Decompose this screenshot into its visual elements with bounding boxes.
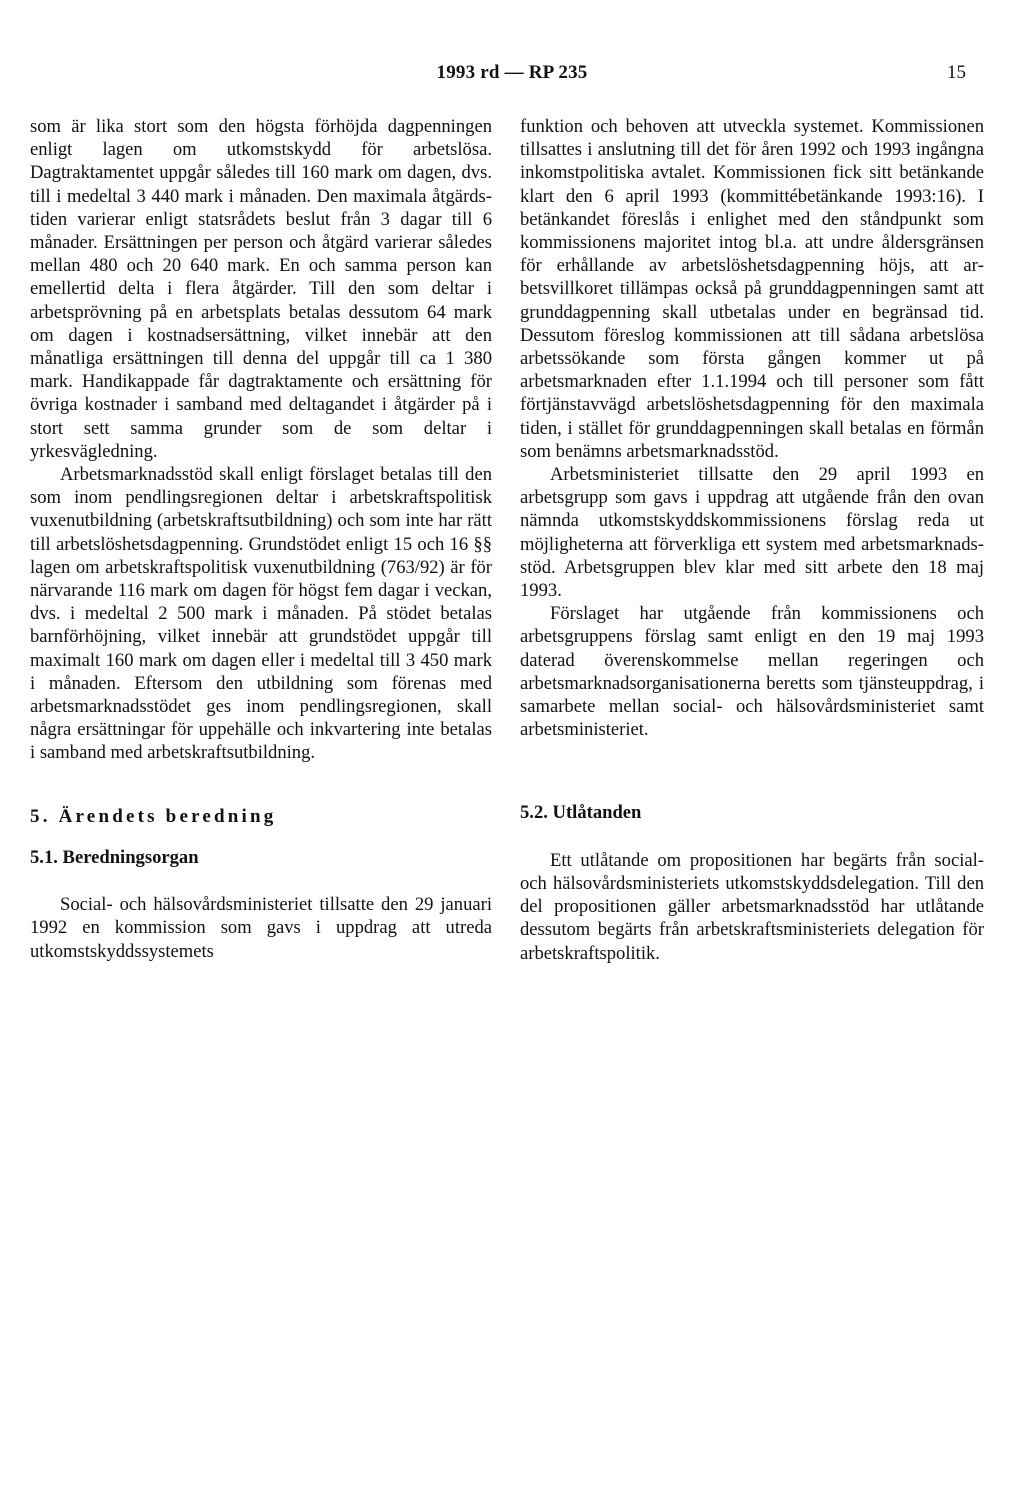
left-paragraph-2: Arbetsmarknadsstöd skall enligt förslaget betalas till den som inom pendlingsregionen deltar i arbetskraftspolitisk vuxenutbildning (arbetskraftsutbildning) och som inte har rätt till arbetslöshetsdagpenning. Grundstödet enligt 15 och 16 §§ lagen om arbetskraftspolitisk vuxenutbildning (763/92) är för närvarande 116 mark om dagen för högst fem dagar i veckan, dvs. i medeltal 2 500 mark i månaden. På stödet betalas barnförhöjning, vilket innebär att grundstödet uppgår till maximalt 160 mark om dagen eller i medeltal till 3 450 mark i månaden. Eftersom den utbildning som förenas med arbetsmarknadsstödet ges inom pendlingsregionen, skall några ersättningar för uppehälle och inkvartering inte betalas i samband med arbetskraftsutbildning. — [30, 464, 492, 764]
left-paragraph-1: som är lika stort som den högsta förhöjda dagpenningen enligt lagen om utkomstskydd för arbetslösa. Dagtraktamentet uppgår således till 160 mark om dagen, dvs. till i medeltal 3 440 mark i månaden. Den maximala åtgärdstiden varierar enligt statsrådets beslut från 3 dagar till 6 månader. Ersättningen per person och åtgärd varierar således mellan 480 och 20 640 mark. En och samma person kan emellertid delta i flera åtgärder. Till den som deltar i arbetsprövning på en arbetsplats betalas dessutom 64 mark om dagen i kostnadsersättning, vilket innebär att den månatliga ersättningen till denna del uppgår till ca 1 380 mark. Handikappade får dagtraktamente och ersättning för övriga kostnader i samband med deltagandet i åtgärder på i stort sett samma grunder som de som deltar i yrkesvägledning. — [30, 116, 492, 462]
right-paragraph-3: Förslaget har utgående från kommissionens och arbetsgruppens förslag samt enligt en den 19 maj 1993 daterad överenskommelse mellan regeringen och arbetsmarknadsorganisationerna beretts som tjänsteuppdrag, i samarbete mellan social- och hälsovårdsministeriet samt arbetsministeriet. — [520, 603, 984, 741]
right-column — [520, 115, 984, 965]
subsection-heading-5-2: 5.2. Utlåtanden — [520, 802, 642, 824]
right-subsection-paragraph: Ett utlåtande om propositionen har begärts från social- och hälsovårdsministeriets utkomstskyddsdelegation. Till den del propositionen gäller arbetsmarknadsstöd har utlåtande dessutom begärts från arbetskraftsministeriets delegation för arbetskraftspolitik. — [520, 849, 984, 964]
subsection-heading-5-1: 5.1. Beredningsorgan — [30, 846, 199, 868]
right-paragraph-2: Arbetsministeriet tillsatte den 29 april 1993 en arbetsgrupp som gavs i uppdrag att utgående från den ovan nämnda utkomstskyddskommissionens förslag reda ut möjligheterna att förverkliga ett system med arbetsmarknadsstöd. Arbetsgruppen blev klar med sitt arbete den 18 maj 1993. — [520, 464, 984, 602]
section-heading: 5. Ärendets beredning — [30, 805, 277, 827]
page-header-title: 1993 rd — RP 235 — [436, 62, 588, 83]
page-number: 15 — [947, 62, 966, 83]
left-subsection-paragraph: Social- och hälsovårdsministeriet tillsatte den 29 januari 1992 en kommission som gavs i uppdrag att utreda utkomstskyddssystemets — [30, 894, 492, 962]
right-paragraph-1: funktion och behoven att utveckla systemet. Kommissionen tillsattes i anslutning till det för åren 1992 och 1993 ingångna inkomstpolitiska avtalet. Kommissionen fick sitt betänkande klart den 6 april 1993 (kommittébetänkande 1993:16). I betänkandet föreslås i enlighet med den ståndpunkt som kommissionens majoritet intog bl.a. att undre åldersgränsen för erhållande av arbetslöshetsdagpenning höjs, att arbetsvillkoret tillämpas också på grunddagpenningen samt att grunddagpenning skall utbetalas under en begränsad tid. Dessutom föreslog kommissionen att till sådana arbetslösa arbetssökande som första gången kommer ut på arbetsmarknaden efter 1.1.1994 och till personer som fått förtjänstavvägd arbetslöshetsdagpenning för den maximala tiden, i stället för grunddagpenningen skall betalas en förmån som benämns arbetsmarknadsstöd. — [520, 116, 984, 462]
left-column — [30, 115, 492, 963]
